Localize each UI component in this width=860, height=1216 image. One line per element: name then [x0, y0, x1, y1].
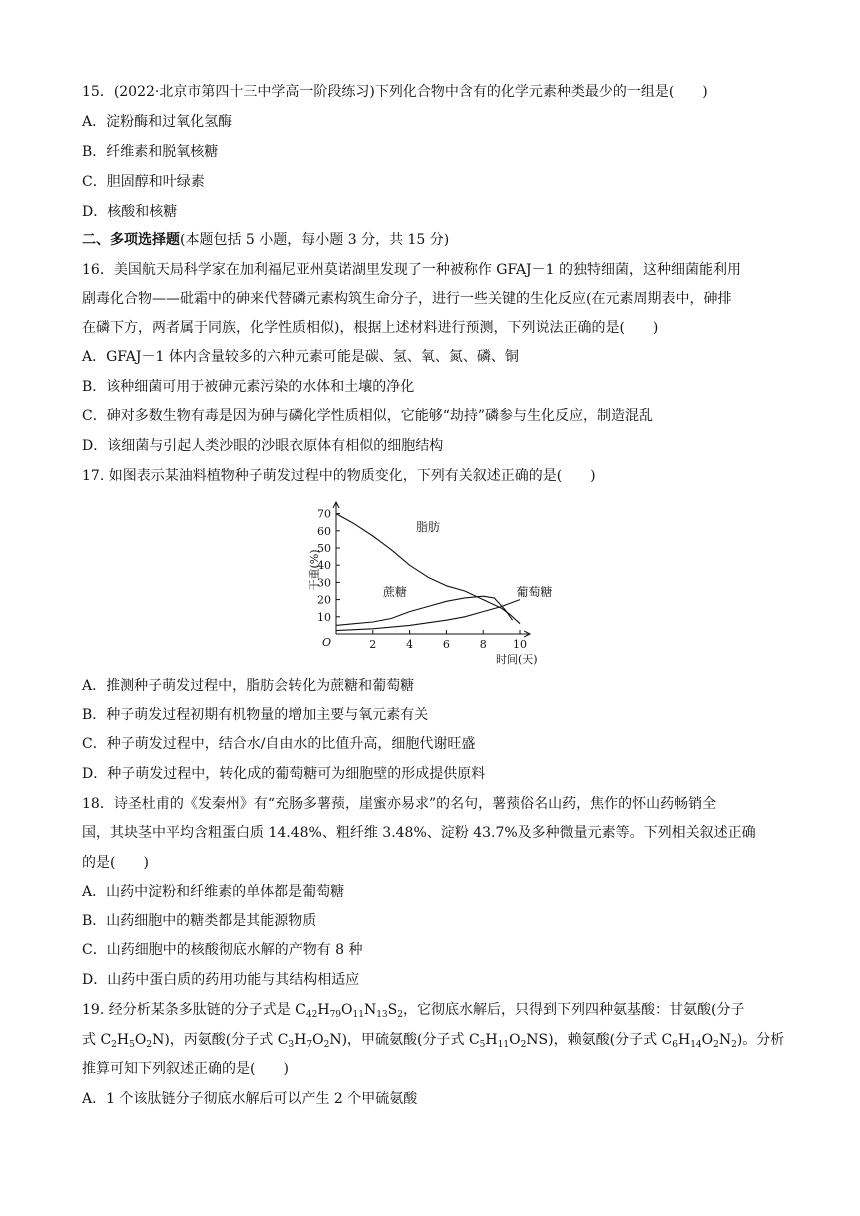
x-tick-label: 10	[513, 638, 527, 651]
q16-stem-line2: 剧毒化合物——砒霜中的砷来代替磷元素构筑生命分子，进行一些关键的生化反应(在元素周期表中，砷排	[82, 291, 732, 307]
q18-option-d: D．山药中蛋白质的药用功能与其结构相适应	[82, 972, 360, 988]
q19-text: 式 C	[82, 1032, 112, 1048]
subscript: 5	[479, 1040, 486, 1050]
q19-stem-line3: 推算可知下列叙述正确的是( )	[82, 1061, 289, 1077]
y-tick-label: 60	[317, 524, 331, 538]
element-symbol: O	[312, 1032, 324, 1048]
q15-option-c: C．胆固醇和叶绿素	[82, 174, 205, 190]
x-axis-label: 时间(天)	[496, 653, 538, 666]
element-symbol: O	[341, 1002, 353, 1018]
x-tick-label: 4	[406, 638, 414, 651]
q17-option-c: C．种子萌发过程中，结合水/自由水的比值升高，细胞代谢旺盛	[82, 736, 476, 752]
element-symbol: H	[485, 1032, 498, 1048]
q19-text: )。分析	[736, 1032, 785, 1048]
y-tick-label: 10	[317, 610, 331, 624]
q19-text: )，赖氨酸(分子式 C	[548, 1032, 673, 1048]
q15-stem: 15．(2022·北京市第四十三中学高一阶段练习)下列化合物中含有的化学元素种类最少的一组是( )	[82, 84, 708, 100]
q16-stem-line3: 在磷下方，两者属于同族，化学性质相似)，根据上述材料进行预测，下列说法正确的是( )	[82, 320, 659, 336]
q16-option-a: A．GFAJ－1 体内含量较多的六种元素可能是碳、氢、氧、氮、磷、铜	[82, 349, 519, 365]
q19-text: )，甲硫氨酸(分子式 C	[341, 1032, 480, 1048]
subscript: 6	[672, 1040, 678, 1050]
element-symbol: H	[294, 1032, 307, 1048]
element-symbol: O	[509, 1032, 521, 1048]
subscript: 2	[323, 1040, 330, 1050]
section-title: 二、多项选择题	[82, 232, 180, 248]
y-tick-label: 20	[317, 593, 331, 607]
y-tick-label: 50	[317, 542, 331, 555]
x-tick-label: 2	[369, 638, 377, 651]
q16-option-b: B．该种细菌可用于被砷元素污染的水体和土壤的净化	[82, 379, 415, 395]
q18-option-a: A．山药中淀粉和纤维素的单体都是葡萄糖	[82, 884, 345, 900]
series-label: 蔗糖	[382, 585, 407, 600]
dry-weight-line-chart	[298, 496, 566, 672]
subscript: 3	[288, 1040, 295, 1050]
element-symbol: N	[363, 1002, 377, 1018]
subscript: 2	[731, 1040, 737, 1050]
origin-label: O	[322, 636, 332, 649]
q18-stem-line1: 18．诗圣杜甫的《发秦州》有“充肠多薯蓣，崖蜜亦易求”的名句，薯蓣俗名山药，焦作的怀山药畅销全	[82, 796, 717, 812]
q18-option-b: B．山药细胞中的糖类都是其能源物质	[82, 913, 317, 929]
x-tick-label: 8	[479, 638, 487, 651]
section-note: (本题包括 5 小题，每小题 3 分，共 15 分)	[180, 232, 450, 248]
q16-option-c: C．砷对多数生物有毒是因为砷与磷化学性质相似，它能够“劫持”磷参与生化反应，制造混乱	[82, 408, 654, 424]
element-symbol: H	[677, 1032, 691, 1048]
q17-option-a: A．推测种子萌发过程中，脂肪会转化为蔗糖和葡萄糖	[82, 678, 415, 694]
subscript: 5	[129, 1040, 135, 1050]
element-symbol: O	[701, 1032, 714, 1048]
y-tick-label: 40	[317, 559, 331, 573]
q15-option-d: D．核酸和核糖	[82, 204, 178, 220]
subscript: 14	[690, 1040, 702, 1050]
q18-option-c: C．山药细胞中的核酸彻底水解的产物有 8 种	[82, 942, 363, 958]
q18-stem-line2: 国，其块茎中平均含粗蛋白质 14.48%、粗纤维 3.48%、淀粉 43.7%及多种微量元素等。下列相关叙述正确	[82, 825, 756, 841]
q17-option-d: D．种子萌发过程中，转化成的葡萄糖可为细胞壁的形成提供原料	[82, 766, 486, 782]
x-tick-label: 6	[442, 638, 450, 651]
y-tick-label: 30	[317, 576, 331, 590]
x-ticks	[369, 630, 527, 651]
subscript: 7	[306, 1040, 313, 1050]
q19-option-a: A．1 个该肽链分子彻底水解后可以产生 2 个甲硫氨酸	[82, 1091, 418, 1107]
subscript: 11	[497, 1040, 510, 1050]
q17-stem: 17. 如图表示某油料植物种子萌发过程中的物质变化，下列有关叙述正确的是( )	[82, 468, 596, 484]
q16-stem-line1: 16．美国航天局科学家在加利福尼亚州莫诺湖里发现了一种被称作 GFAJ－1 的独特细菌，这种细菌能利用	[82, 262, 742, 278]
q19-text: )，丙氨酸(分子式 C	[164, 1032, 289, 1048]
element-symbol: H	[116, 1032, 130, 1048]
q18-stem-line3: 的是( )	[82, 855, 149, 871]
q16-option-d: D．该细菌与引起人类沙眼的沙眼衣原体有相似的细胞结构	[82, 438, 444, 454]
q15-option-a: A．淀粉酶和过氧化氢酶	[82, 114, 233, 130]
series-group	[336, 514, 552, 631]
subscript: 2	[713, 1040, 719, 1050]
series-label: 葡萄糖	[516, 585, 553, 600]
subscript: 2	[146, 1040, 153, 1050]
element-symbol: N	[329, 1032, 342, 1048]
subscript: 2	[397, 1010, 403, 1020]
q19-stem-line2	[82, 1030, 785, 1050]
q17-option-b: B．种子萌发过程初期有机物量的增加主要与氧元素有关	[82, 707, 429, 723]
subscript: 11	[352, 1010, 364, 1020]
element-symbol: S	[387, 1002, 398, 1018]
q19-text: ，它彻底水解后，只得到下列四种氨基酸：甘氨酸(分子	[402, 1002, 745, 1018]
section-header	[82, 230, 782, 250]
subscript: 79	[329, 1010, 342, 1020]
element-symbol: N	[152, 1032, 165, 1048]
y-axis-label: 干重(%)	[308, 549, 321, 591]
subscript: 2	[520, 1040, 527, 1050]
q19-stem-line1	[82, 1000, 782, 1020]
element-symbol: H	[317, 1002, 330, 1018]
subscript: 42	[305, 1010, 318, 1020]
element-symbol: O	[134, 1032, 147, 1048]
y-tick-label: 70	[317, 507, 331, 521]
element-symbol: NS	[526, 1032, 549, 1048]
element-symbol: N	[718, 1032, 732, 1048]
q15-option-b: B．纤维素和脱氧核糖	[82, 144, 219, 160]
series-label: 脂肪	[415, 519, 441, 534]
subscript: 2	[111, 1040, 117, 1050]
q19-text: 19. 经分析某条多肽链的分子式是 C	[82, 1002, 306, 1018]
subscript: 13	[376, 1010, 388, 1020]
